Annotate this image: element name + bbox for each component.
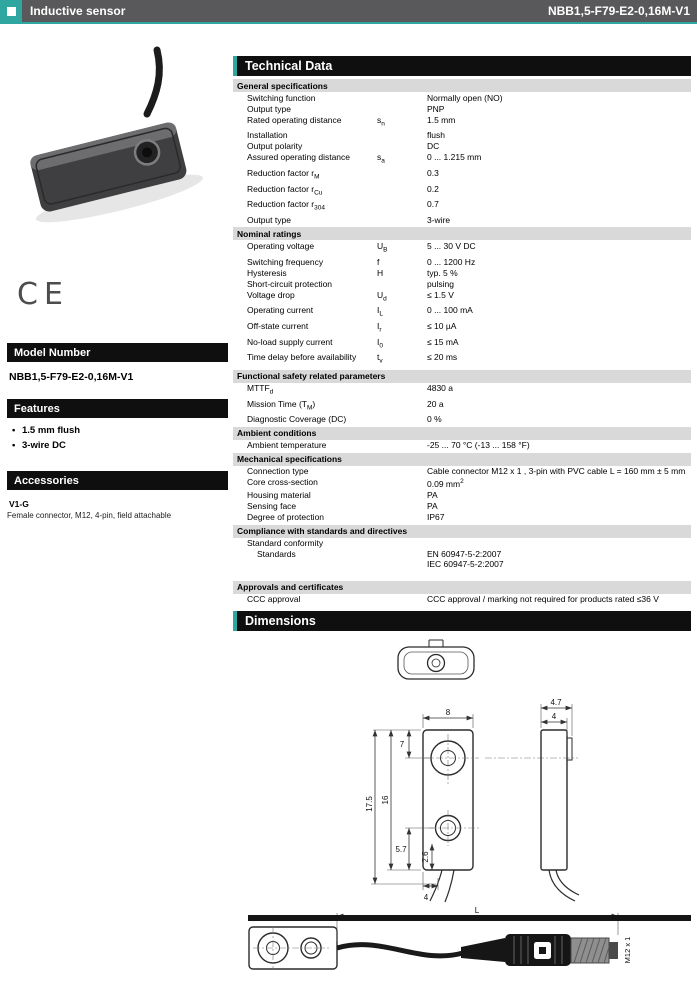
spec-value: 4830 a <box>427 383 453 394</box>
spec-row <box>233 289 691 305</box>
spec-value: 1.5 mm <box>427 114 456 125</box>
spec-symbol: $t_v$ <box>377 352 383 366</box>
feature-item: • 1.5 mm flush <box>9 425 226 436</box>
spec-value: pulsing <box>427 278 454 289</box>
spec-label: Housing material <box>247 490 311 501</box>
spec-row <box>233 466 691 477</box>
dimensions-header: Dimensions <box>233 611 691 631</box>
dim-cable-offset-label: 4 <box>423 892 429 902</box>
spec-value: PA <box>427 490 438 501</box>
spec-row <box>233 512 691 523</box>
spec-row <box>233 321 691 337</box>
spec-row <box>233 490 691 501</box>
spec-symbol: $U_d$ <box>377 289 387 303</box>
brand-logo <box>0 0 22 22</box>
spec-label: $MTTF_d$ <box>247 383 274 396</box>
page-cut-bar <box>248 915 691 921</box>
dim-side-body-width-label: 4 <box>551 711 557 721</box>
spec-value: ≤ 20 ms <box>427 352 458 363</box>
top-view-outline <box>398 640 474 679</box>
spec-symbol: $I_L$ <box>377 305 383 318</box>
spec-section-header: Ambient conditions <box>233 427 691 440</box>
spec-label: Short-circuit protection <box>247 278 333 289</box>
dim-side-total-width-label: 4.7 <box>550 697 562 707</box>
spec-row <box>233 594 691 605</box>
spec-row <box>233 130 691 141</box>
spec-value: 3-wire <box>427 214 451 225</box>
spec-row <box>233 103 691 114</box>
spec-row <box>233 240 691 256</box>
ce-mark: CE <box>17 277 69 312</box>
spec-value: 0 ... 1.215 mm <box>427 152 482 163</box>
spec-row <box>233 538 691 549</box>
spec-symbol: f <box>377 256 380 267</box>
technical-data-table <box>233 79 691 605</box>
spec-row <box>233 501 691 512</box>
spec-row <box>233 305 691 321</box>
model-number-value: NBB1,5-F79-E2-0,16M-V1 <box>9 371 134 383</box>
spec-value: 0 % <box>427 414 442 425</box>
section-gap <box>233 570 691 579</box>
spec-label: Core cross-section <box>247 477 318 488</box>
dim-front-width-label: 8 <box>445 707 451 717</box>
spec-label: Sensing face <box>247 501 297 512</box>
spec-row <box>233 278 691 289</box>
spec-label: Operating voltage <box>247 240 315 251</box>
spec-value: ≤ 10 µA <box>427 321 457 331</box>
spec-label: Time delay before availability <box>247 352 357 363</box>
spec-symbol: $I_r$ <box>377 321 382 334</box>
spec-row <box>233 183 691 199</box>
spec-row <box>233 199 691 215</box>
connector-logo-inner <box>539 947 546 954</box>
sensor-centerlines <box>253 927 329 969</box>
dim-hole-bottom-label: 5.7 <box>395 844 407 854</box>
spec-row <box>233 414 691 425</box>
dim-front-side-view <box>233 692 691 907</box>
technical-data-header: Technical Data <box>233 56 691 76</box>
features-list <box>7 418 228 457</box>
spec-label: Operating current <box>247 305 314 316</box>
spec-row <box>233 92 691 103</box>
spec-value: PA <box>427 501 438 512</box>
spec-label: Reduction factor $r_{304}$ <box>247 199 325 212</box>
spec-label: Voltage drop <box>247 289 295 300</box>
spec-value: 0.3 <box>427 167 439 178</box>
accessories-header: Accessories <box>7 471 228 490</box>
spec-row <box>233 256 691 267</box>
spec-label: Standard conformity <box>247 538 324 549</box>
spec-value: 5 ... 30 V DC <box>427 240 476 251</box>
spec-row <box>233 336 691 352</box>
spec-label: Reduction factor $r_M$ <box>247 167 320 181</box>
spec-row <box>233 440 691 451</box>
spec-section-header: Nominal ratings <box>233 227 691 240</box>
spec-label: No-load supply current <box>247 336 333 347</box>
spec-value: 0 ... 1200 Hz <box>427 256 476 267</box>
accent-rule <box>0 22 697 24</box>
spec-value: CCC approval / marking not required for products rated ≤36 V <box>427 594 659 605</box>
product-family-title: Inductive sensor <box>30 4 126 18</box>
cable-boot <box>461 938 505 962</box>
spec-label: Diagnostic Coverage (DC) <box>247 414 347 425</box>
spec-symbol: $s_n$ <box>377 114 385 128</box>
spec-value: 0.09 $mm^2$ <box>427 478 464 490</box>
spec-section-header: Functional safety related parameters <box>233 370 691 383</box>
spec-value: typ. 5 % <box>427 267 458 278</box>
spec-value: -25 ... 70 °C (-13 ... 158 °F) <box>427 440 530 451</box>
spec-label: Reduction factor $r_{Cu}$ <box>247 183 323 197</box>
spec-label: Degree of protection <box>247 512 325 523</box>
product-photo-drawing <box>7 46 228 251</box>
spec-value: 20 a <box>427 398 444 409</box>
spec-value: IP67 <box>427 512 445 523</box>
cable-path <box>337 944 463 955</box>
photo-cable <box>147 50 159 114</box>
spec-label: Rated operating distance <box>247 114 342 125</box>
header-model-number: NBB1,5-F79-E2-0,16M-V1 <box>547 4 690 18</box>
spec-value: ≤ 15 mA <box>427 336 459 347</box>
left-column <box>7 32 228 520</box>
spec-section-header: Compliance with standards and directives <box>233 525 691 538</box>
spec-value: ≤ 1.5 V <box>427 289 454 300</box>
dim-cable-view <box>233 907 691 1002</box>
spec-value: EN 60947-5-2:2007 IEC 60947-5-2:2007 <box>427 549 504 570</box>
photo-sensor-body <box>21 117 206 230</box>
model-number-header: Model Number <box>7 343 228 362</box>
dim-length-label: L <box>474 905 480 915</box>
dim-total-height-label: 17.5 <box>365 795 374 812</box>
spec-value: Cable connector M12 x 1 , 3-pin with PVC cable L = 160 mm ± 5 mm <box>427 466 686 477</box>
extension-lines <box>371 704 572 890</box>
connector-tip <box>609 942 618 959</box>
dimension-drawings <box>233 637 691 1002</box>
spec-symbol: H <box>377 267 384 278</box>
spec-value: 0 ... 100 mA <box>427 305 473 316</box>
spec-value: DC <box>427 141 440 152</box>
spec-section-header: Mechanical specifications <box>233 453 691 466</box>
dim-top-view <box>233 637 691 692</box>
spec-row <box>233 398 691 414</box>
spec-row <box>233 549 691 570</box>
spec-value: flush <box>427 130 445 141</box>
spec-symbol: $U_B$ <box>377 240 388 254</box>
spec-section-header: Approvals and certificates <box>233 581 691 594</box>
spec-row <box>233 383 691 399</box>
dim-hole-offset-label: 2.6 <box>421 851 430 863</box>
brand-logo-inner <box>7 7 16 16</box>
spec-row <box>233 167 691 183</box>
spec-label: Switching function <box>247 92 316 103</box>
spec-symbol: $s_a$ <box>377 152 385 165</box>
spec-label: Switching frequency <box>247 256 324 267</box>
spec-label: Output type <box>247 214 291 225</box>
product-photo <box>7 46 228 251</box>
accessory-description: Female connector, M12, 4-pin, field attachable <box>7 511 172 520</box>
spec-row <box>233 114 691 130</box>
spec-label: Output type <box>247 103 291 114</box>
spec-value: Normally open (NO) <box>427 92 503 103</box>
spec-label: Connection type <box>247 466 309 477</box>
side-view-outline <box>541 730 579 901</box>
feature-item: • 3-wire DC <box>9 440 226 451</box>
spec-label: Standards <box>257 549 296 560</box>
spec-row <box>233 477 691 490</box>
spec-row <box>233 352 691 368</box>
spec-value: 0.2 <box>427 183 439 194</box>
spec-row <box>233 141 691 152</box>
technical-data-column <box>233 56 691 1002</box>
spec-row <box>233 152 691 168</box>
connector-thread-label: M12 x 1 <box>623 936 632 964</box>
spec-value: 0.7 <box>427 199 439 210</box>
accessory-name: V1-G <box>9 499 29 509</box>
dim-face-offset-label: 7 <box>399 739 405 749</box>
spec-label: Off-state current <box>247 321 309 331</box>
spec-symbol: $I_0$ <box>377 336 383 350</box>
spec-label: Mission Time $(T_M)$ <box>247 398 316 412</box>
spec-label: Assured operating distance <box>247 152 351 163</box>
spec-row <box>233 267 691 278</box>
top-header-bar <box>0 0 697 22</box>
spec-value: PNP <box>427 103 445 114</box>
spec-label: Ambient temperature <box>247 440 327 451</box>
spec-label: Output polarity <box>247 141 303 152</box>
spec-label: CCC approval <box>247 594 301 605</box>
spec-section-header: General specifications <box>233 79 691 92</box>
spec-row <box>233 214 691 225</box>
spec-label: Hysteresis <box>247 267 287 278</box>
dim-housing-height-label: 16 <box>381 795 390 805</box>
spec-label: Installation <box>247 130 288 141</box>
features-header: Features <box>7 399 228 418</box>
